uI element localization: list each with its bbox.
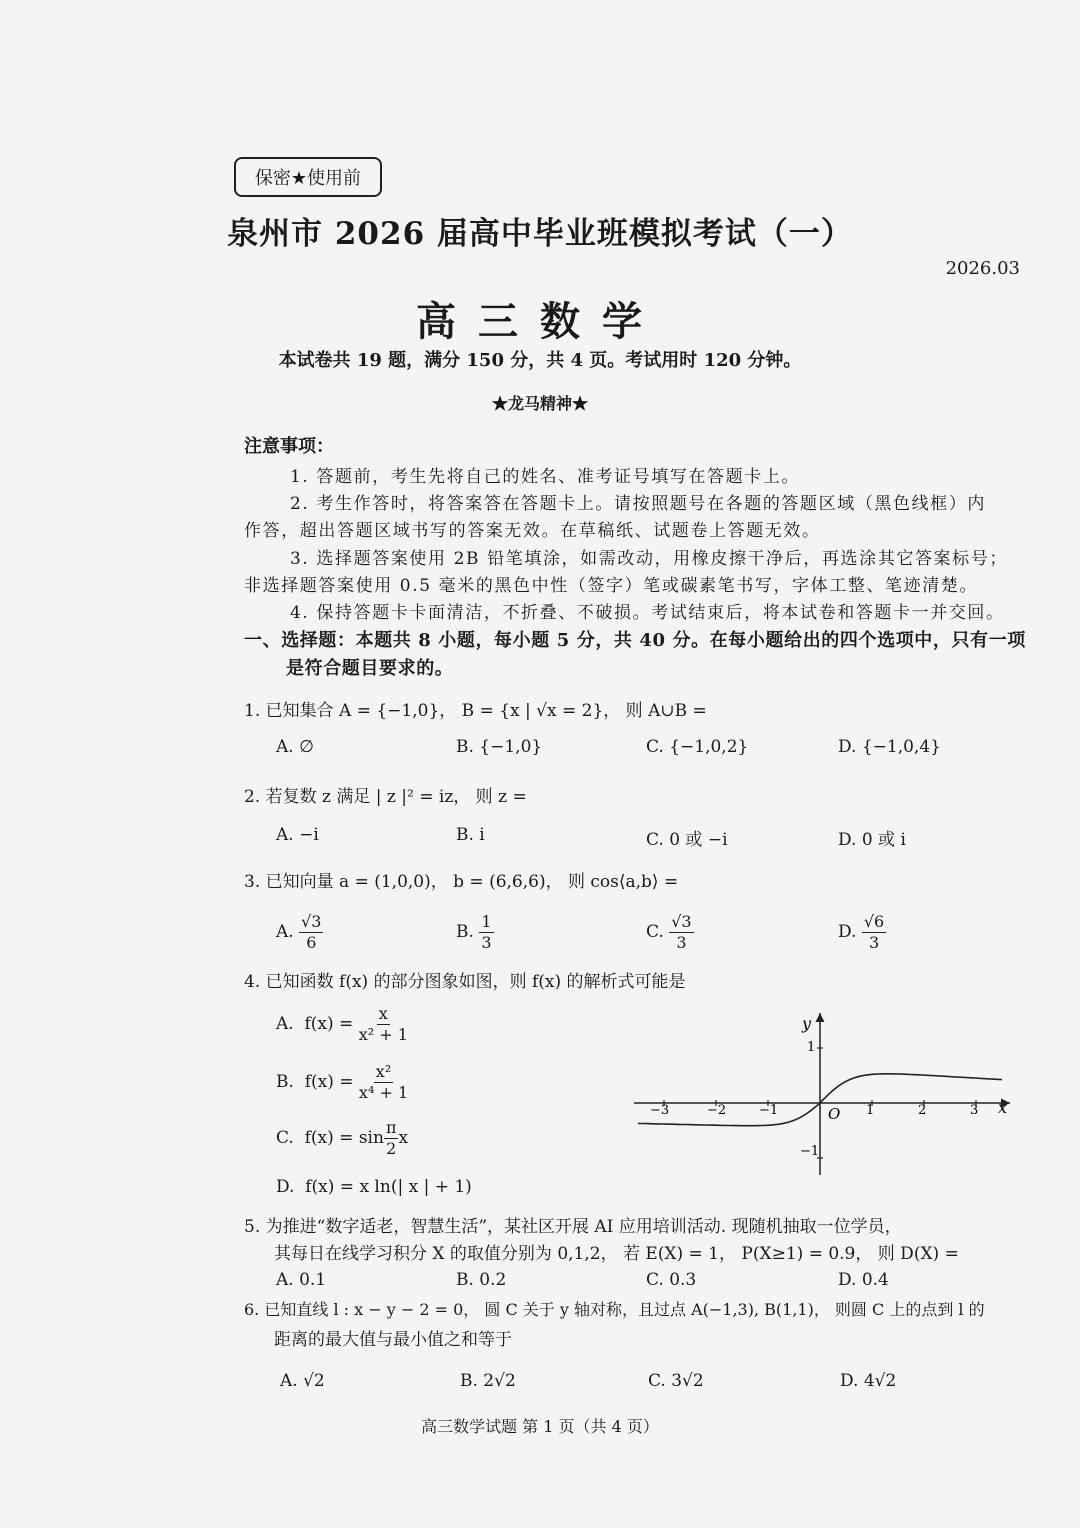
section-heading-cont: 是符合题目要求的。: [286, 658, 454, 679]
fraction: [862, 912, 886, 953]
option-label: B.: [276, 1072, 294, 1092]
question-1-stem: 1. 已知集合 A = {−1,0}， B = {x | √x = 2}， 则 A∪B =: [244, 701, 707, 721]
q1-option-b: B. {−1,0}: [456, 737, 543, 757]
option-label: A.: [276, 922, 294, 942]
denominator: 3: [868, 933, 880, 952]
fraction: [359, 1004, 408, 1045]
exam-info: 本试卷共 19 题，满分 150 分，共 4 页。考试用时 120 分钟。: [278, 350, 802, 371]
numerator: √6: [863, 912, 885, 931]
notes-heading: 注意事项：: [244, 436, 334, 457]
x-tick-label: 2: [918, 1103, 927, 1118]
denominator: 6: [306, 933, 317, 952]
x-tick-label: 3: [970, 1103, 979, 1118]
q5-option-d: D. 0.4: [838, 1270, 889, 1290]
motto: ★龙马精神★: [491, 394, 588, 413]
q3-option-b: [456, 912, 494, 953]
exam-date: 2026.03: [945, 258, 1020, 279]
option-label: B.: [456, 922, 474, 942]
y-tick-label: −1: [800, 1144, 820, 1159]
function-graph: [620, 1005, 1020, 1180]
question-6-stem: 6. 已知直线 l : x − y − 2 = 0， 圆 C 关于 y 轴对称，且过点 A(−1,3), B(1,1)， 则圆 C 上的点到 l 的: [244, 1300, 985, 1319]
note-line: 作答，超出答题区域书写的答案无效。在草稿纸、试题卷上答题无效。: [244, 521, 821, 541]
q1-option-a: A. ∅: [276, 737, 314, 757]
fraction: [479, 912, 493, 953]
exam-title: 泉州市 2026 届高中毕业班模拟考试（一）: [227, 216, 853, 252]
denominator: x⁴ + 1: [358, 1083, 409, 1102]
variable-x: x: [398, 1128, 409, 1148]
x-tick-label: −3: [650, 1103, 670, 1118]
option-label: D.: [276, 1177, 295, 1197]
confidential-badge: 保密★使用前: [234, 157, 382, 197]
note-line: 3. 选择题答案使用 2B 铅笔填涂，如需改动，用橡皮擦干净后，再选涂其它答案标号；: [290, 549, 1008, 569]
q6-option-b: B. 2√2: [460, 1371, 516, 1391]
q2-option-a: A. −i: [276, 825, 319, 845]
q3-option-a: [276, 912, 323, 953]
x-tick-label: 1: [866, 1103, 875, 1118]
note-line: 4. 保持答题卡卡面清洁，不折叠、不破损。考试结束后，将本试卷和答题卡一并交回。: [290, 603, 1005, 623]
q1-option-c: C. {−1,0,2}: [646, 737, 749, 757]
numerator: 1: [481, 912, 492, 931]
question-4-stem: 4. 已知函数 f(x) 的部分图象如图，则 f(x) 的解析式可能是: [244, 972, 686, 992]
question-2-stem: 2. 若复数 z 满足 | z |² = iz， 则 z =: [244, 787, 527, 807]
q1-option-d: D. {−1,0,4}: [838, 737, 941, 757]
note-line: 1. 答题前，考生先将自己的姓名、准考证号填写在答题卡上。: [290, 467, 801, 487]
q5-option-a: A. 0.1: [276, 1270, 327, 1290]
note-line: 非选择题答案使用 0.5 毫米的黑色中性（签字）笔或碳素笔书写，字体工整、笔迹清楚。: [244, 576, 979, 596]
q3-option-c: [646, 912, 694, 953]
question-6-stem-cont: 距离的最大值与最小值之和等于: [274, 1330, 512, 1350]
q4-option-d: [276, 1177, 472, 1197]
q4-option-b: [276, 1062, 408, 1103]
denominator: x² + 1: [358, 1025, 408, 1044]
origin-label: O: [828, 1105, 841, 1123]
question-3-stem: 3. 已知向量 a = (1,0,0)， b = (6,6,6)， 则 cos⟨a,b⟩ =: [244, 872, 679, 892]
q6-option-d: D. 4√2: [840, 1371, 897, 1391]
y-tick-label: 1: [807, 1040, 816, 1055]
x-axis-label: x: [998, 1098, 1008, 1117]
y-axis-label: y: [802, 1014, 812, 1033]
option-label: C.: [276, 1128, 294, 1148]
q2-option-d: D. 0 或 i: [838, 830, 906, 850]
x-tick-label: −2: [707, 1103, 727, 1118]
function-expression: f(x) = x ln(| x | + 1): [305, 1177, 472, 1197]
numerator: π: [385, 1118, 397, 1137]
q4-option-a: [276, 1004, 408, 1045]
q5-option-c: C. 0.3: [646, 1270, 697, 1290]
q5-option-b: B. 0.2: [456, 1270, 507, 1290]
q2-option-c: C. 0 或 −i: [646, 830, 728, 850]
fraction: [669, 912, 693, 953]
q4-option-c: [276, 1118, 408, 1159]
denominator: 3: [481, 933, 492, 952]
subject-title: 高三数学: [416, 298, 664, 345]
sin-text: sin: [358, 1128, 384, 1148]
q2-option-b: B. i: [456, 825, 485, 845]
numerator: √3: [301, 912, 322, 931]
option-label: A.: [276, 1014, 294, 1034]
function-lhs: f(x) =: [304, 1128, 354, 1148]
q6-option-a: A. √2: [280, 1371, 325, 1391]
numerator: x: [378, 1004, 388, 1023]
section-heading: 一、选择题：本题共 8 小题，每小题 5 分，共 40 分。在每小题给出的四个选项中，只有一项: [244, 630, 1026, 651]
option-label: C.: [646, 922, 664, 942]
numerator: x²: [375, 1062, 392, 1081]
fraction: [384, 1118, 399, 1159]
q3-option-d: [838, 912, 886, 953]
numerator: √3: [671, 912, 692, 931]
function-lhs: f(x) =: [304, 1014, 354, 1034]
x-tick-label: −1: [759, 1103, 779, 1118]
question-5-stem-cont: 其每日在线学习积分 X 的取值分别为 0,1,2， 若 E(X) = 1， P(X≥1) = 0.9， 则 D(X) =: [274, 1244, 959, 1264]
option-label: D.: [838, 922, 857, 942]
function-lhs: f(x) =: [304, 1072, 354, 1092]
question-5-stem: 5. 为推进“数字适老，智慧生活”，某社区开展 AI 应用培训活动. 现随机抽取一位学员，: [244, 1217, 902, 1237]
note-line: 2. 考生作答时，将答案答在答题卡上。请按照题号在各题的答题区域（黑色线框）内: [290, 494, 987, 514]
denominator: 2: [386, 1139, 397, 1158]
denominator: 3: [676, 933, 687, 952]
fraction: [359, 1062, 408, 1103]
fraction: [299, 912, 323, 953]
page-footer: 高三数学试题 第 1 页（共 4 页）: [421, 1417, 659, 1436]
q6-option-c: C. 3√2: [648, 1371, 704, 1391]
